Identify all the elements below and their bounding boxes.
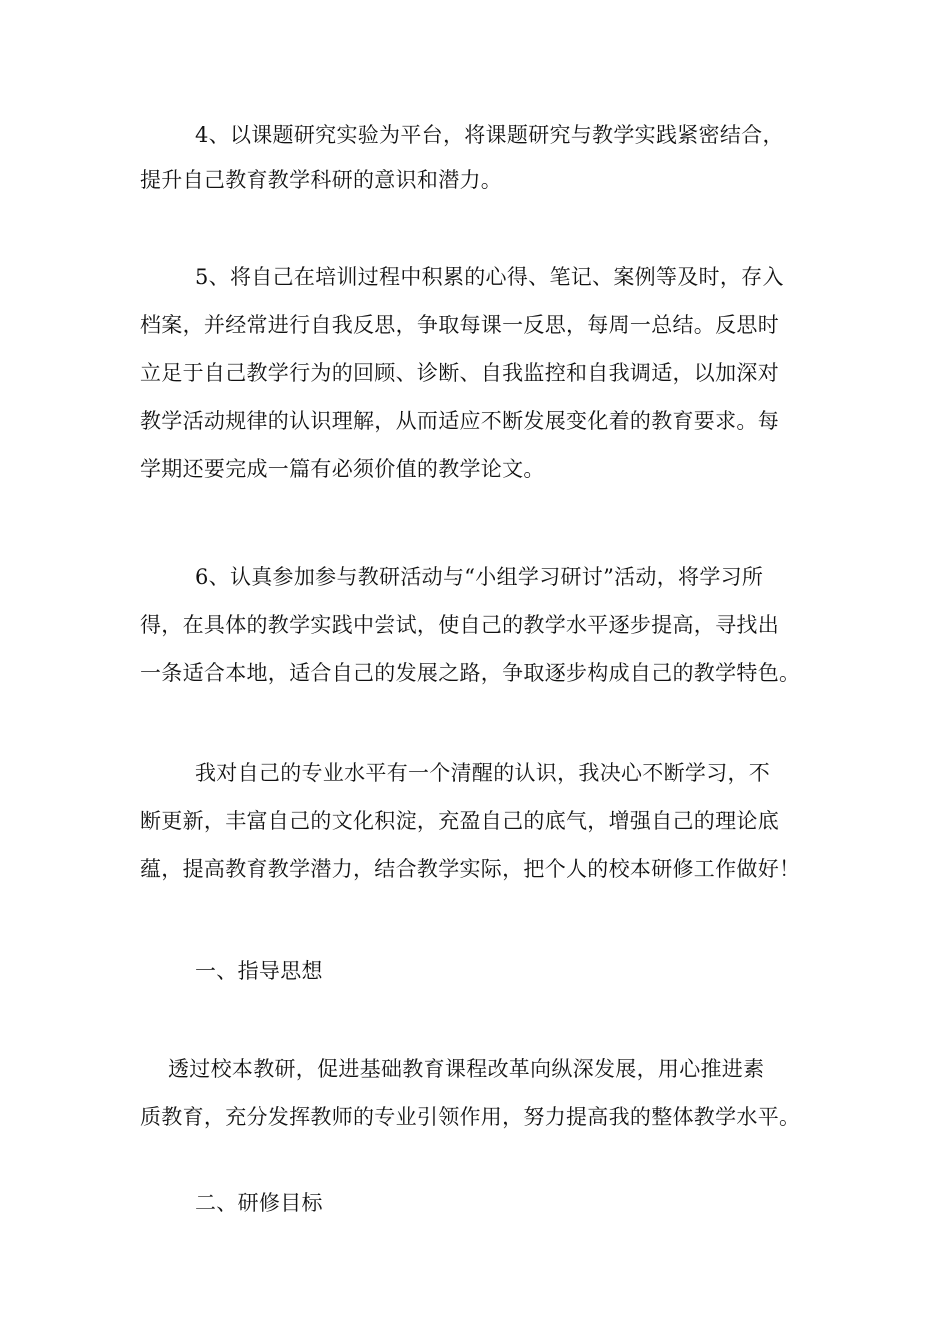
conclusion-line-1: 我对自己的专业水平有一个清醒的认识，我决心不断学习，不 bbox=[195, 761, 771, 785]
item-4-line-2: 提升自己教育教学科研的意识和潜力。 bbox=[140, 168, 503, 192]
section-heading-guiding-thought: 一、指导思想 bbox=[195, 959, 323, 983]
guiding-text-line-2: 质教育，充分发挥教师的专业引领作用，努力提高我的整体教学水平。 bbox=[140, 1105, 801, 1129]
item-6-line-3: 一条适合本地，适合自己的发展之路，争取逐步构成自己的教学特色。 bbox=[140, 661, 801, 685]
conclusion-line-2: 断更新，丰富自己的文化积淀，充盈自己的底气，增强自己的理论底 bbox=[140, 809, 779, 833]
item-4-line-1: 4、以课题研究实验为平台，将课题研究与教学实践紧密结合， bbox=[195, 123, 784, 147]
item-5-line-1: 5、将自己在培训过程中积累的心得、笔记、案例等及时，存入 bbox=[195, 265, 784, 289]
item-6-line-1: 6、认真参加参与教研活动与“小组学习研讨”活动，将学习所 bbox=[195, 565, 764, 589]
item-5-line-5: 学期还要完成一篇有必须价值的教学论文。 bbox=[140, 457, 545, 481]
conclusion-line-3: 蕴，提高教育教学潜力，结合教学实际，把个人的校本研修工作做好！ bbox=[140, 857, 801, 881]
section-heading-research-goals: 二、研修目标 bbox=[195, 1191, 323, 1215]
guiding-text-line-1: 透过校本教研，促进基础教育课程改革向纵深发展，用心推进素 bbox=[168, 1057, 765, 1081]
item-5-line-3: 立足于自己教学行为的回顾、诊断、自我监控和自我调适，以加深对 bbox=[140, 361, 779, 385]
item-5-line-4: 教学活动规律的认识理解，从而适应不断发展变化着的教育要求。每 bbox=[140, 409, 779, 433]
item-6-line-2: 得，在具体的教学实践中尝试，使自己的教学水平逐步提高，寻找出 bbox=[140, 613, 779, 637]
item-5-line-2: 档案，并经常进行自我反思，争取每课一反思，每周一总结。反思时 bbox=[140, 313, 779, 337]
